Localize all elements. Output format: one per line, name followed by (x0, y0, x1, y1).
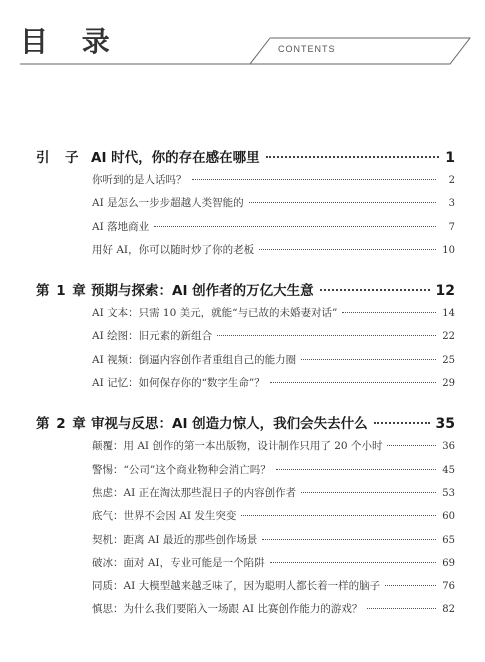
table-of-contents (36, 146, 455, 625)
dot-leader (259, 249, 436, 250)
dot-leader (262, 539, 436, 540)
entry-page-number: 14 (442, 308, 455, 320)
toc-entry[interactable] (36, 438, 455, 461)
entry-title: 慎思：为什么我们要陷入一场跟 AI 比赛创作能力的游戏？ (92, 603, 363, 616)
entry-page-number: 25 (442, 354, 455, 366)
entry-page-number: 45 (442, 464, 455, 476)
entry-page-number: 29 (442, 378, 455, 390)
dot-leader (192, 179, 437, 180)
chapter-label: 第 1 章 (36, 283, 87, 300)
toc-entry[interactable] (36, 375, 455, 398)
entry-page-number: 82 (442, 604, 455, 616)
dot-leader (241, 515, 436, 516)
entry-page-number: 36 (442, 441, 455, 453)
toc-entry[interactable] (36, 462, 455, 485)
entry-page-number: 2 (448, 175, 455, 186)
entry-title: AI 文本：只需 10 美元，就能“与已故的未婚妻对话” (92, 307, 338, 320)
chapter-label: 引 子 (36, 150, 80, 166)
chapter-row[interactable] (36, 146, 455, 172)
dot-leader (249, 202, 436, 203)
toc-entry[interactable] (36, 352, 455, 375)
chapter-title: 预期与探索：AI 创作者的万亿大生意 (91, 283, 314, 300)
toc-entry[interactable] (36, 578, 455, 601)
entry-title: AI 视频：倒逼内容创作者重组自己的能力圈 (92, 353, 297, 366)
dot-leader (217, 335, 436, 336)
chapter-title: AI 时代，你的存在感在哪里 (91, 150, 260, 166)
dot-leader (301, 359, 436, 360)
header-decoration (0, 0, 485, 80)
dot-leader (154, 226, 436, 227)
dot-leader (270, 562, 436, 563)
entry-title: AI 记忆：如何保存你的“数字生命”？ (92, 377, 265, 390)
dot-leader (374, 422, 430, 424)
dot-leader (266, 156, 440, 158)
entry-page-number: 7 (448, 221, 455, 233)
toc-entry[interactable] (36, 172, 455, 195)
entry-title: AI 绘图：旧元素的新组合 (92, 330, 213, 343)
toc-entry[interactable] (36, 555, 455, 578)
dot-leader (276, 469, 436, 470)
entry-page-number: 3 (448, 198, 455, 210)
chapter-row[interactable] (36, 412, 455, 438)
entry-title: 你听到的是人话吗？ (92, 174, 187, 186)
chapter-page-number: 1 (445, 150, 455, 166)
entry-page-number: 69 (442, 557, 455, 569)
chapter-page-number: 35 (435, 416, 455, 433)
toc-entry[interactable] (36, 328, 455, 351)
entry-title: 底气：世界不会因 AI 发生突变 (92, 510, 237, 523)
toc-entry[interactable] (36, 195, 455, 218)
page-title: 目 录 (20, 25, 122, 58)
entry-page-number: 60 (442, 511, 455, 523)
toc-entry[interactable] (36, 508, 455, 531)
entry-page-number: 53 (442, 487, 455, 499)
toc-entry[interactable] (36, 601, 455, 624)
toc-entry[interactable] (36, 242, 455, 265)
dot-leader (320, 289, 430, 291)
toc-entry[interactable] (36, 532, 455, 555)
entry-title: 同质：AI 大模型越来越乏味了，因为聪明人都长着一样的脑子 (92, 580, 381, 593)
dot-leader (342, 312, 436, 313)
entry-title: 颠覆：用 AI 创作的第一本出版物，设计制作只用了 20 个小时 (92, 440, 383, 453)
toc-entry[interactable] (36, 485, 455, 508)
dot-leader (270, 382, 436, 383)
chapter-label: 第 2 章 (36, 416, 87, 433)
contents-label: CONTENTS (278, 44, 336, 54)
chapter-title: 审视与反思：AI 创造力惊人，我们会失去什么 (91, 416, 368, 433)
dot-leader (367, 608, 436, 609)
entry-title: AI 是怎么一步步超越人类智能的 (92, 197, 244, 210)
chapter-page-number: 12 (435, 283, 455, 300)
dot-leader (385, 585, 436, 586)
entry-page-number: 10 (442, 244, 455, 256)
entry-page-number: 22 (442, 331, 455, 343)
entry-page-number: 65 (442, 534, 455, 546)
entry-page-number: 76 (442, 581, 455, 593)
chapter-row[interactable] (36, 279, 455, 305)
entry-title: 契机：距离 AI 最近的那些创作场景 (92, 533, 258, 546)
toc-entry[interactable] (36, 219, 455, 242)
entry-title: 用好 AI，你可以随时炒了你的老板 (92, 243, 255, 256)
entry-title: 焦虑：AI 正在淘汰那些混日子的内容创作者 (92, 486, 297, 499)
entry-title: 警惕：“公司”这个商业物种会消亡吗？ (92, 463, 271, 476)
entry-title: AI 落地商业 (92, 220, 150, 233)
entry-title: 破冰：面对 AI，专业可能是一个陷阱 (92, 556, 265, 569)
dot-leader (387, 445, 436, 446)
toc-entry[interactable] (36, 305, 455, 328)
dot-leader (301, 492, 436, 493)
